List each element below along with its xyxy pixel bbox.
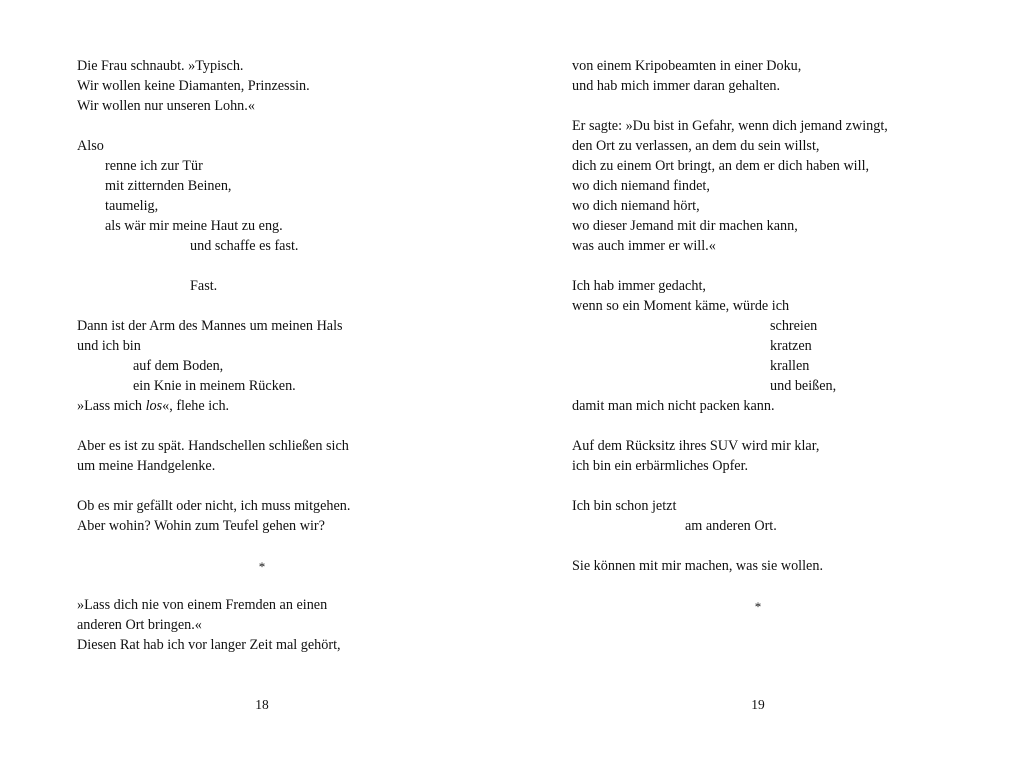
text-line: wo dieser Jemand mit dir machen kann, [572,218,798,234]
text-line: was auch immer er will.« [572,238,716,254]
text-line: auf dem Boden, [133,358,224,374]
text-line: dich zu einem Ort bringt, an dem er dich haben will, [572,158,870,174]
text-line: als wär mir meine Haut zu eng. [105,218,283,234]
text-line: am anderen Ort. [685,518,777,534]
text-line: ein Knie in meinem Rücken. [133,378,296,394]
text-line: von einem Kripobeamten in einer Doku, [572,58,802,74]
text-line: schreien [770,318,818,334]
text-line: ich bin ein erbärmliches Opfer. [572,458,749,474]
text-line: und schaffe es fast. [190,238,299,254]
text-line: wo dich niemand findet, [572,178,710,194]
text-line: wenn so ein Moment käme, würde ich [572,298,790,314]
text-line: wo dich niemand hört, [572,198,700,214]
text-line: krallen [770,358,810,374]
text-line: Er sagte: »Du bist in Gefahr, wenn dich jemand zwingt, [572,118,888,134]
text-line: Fast. [190,278,218,294]
text-line: Aber wohin? Wohin zum Teufel gehen wir? [77,518,325,534]
text-line: Sie können mit mir machen, was sie wollen. [572,558,823,574]
text-line: den Ort zu verlassen, an dem du sein willst, [572,138,820,154]
page-number: 19 [751,697,765,712]
text-line: kratzen [770,338,812,354]
text-line: und beißen, [770,378,837,394]
section-separator: * [754,599,762,614]
text-line: Wir wollen keine Diamanten, Prinzessin. [77,78,310,94]
text-line: Die Frau schnaubt. »Typisch. [77,58,244,74]
page-number: 18 [255,697,269,712]
plea-text-after: «, flehe ich. [162,398,230,414]
text-line: Dann ist der Arm des Mannes um meinen Hals [77,318,343,334]
text-line: Ich hab immer gedacht, [572,278,706,294]
text-line: Ob es mir gefällt oder nicht, ich muss mitgehen. [77,498,351,514]
text-line: Aber es ist zu spät. Handschellen schließen sich [77,438,349,454]
text-line: mit zitternden Beinen, [105,178,232,194]
right-page [510,0,1020,783]
plea-emphasis: los [145,398,163,414]
text-line: taumelig, [105,198,159,214]
section-separator: * [258,559,266,574]
text-line: um meine Handgelenke. [77,458,216,474]
text-line: Wir wollen nur unseren Lohn.« [77,98,255,114]
text-line: »Lass dich nie von einem Fremden an einen [77,597,328,613]
plea-text-before: »Lass mich [77,398,146,414]
text-line: Diesen Rat hab ich vor langer Zeit mal gehört, [77,637,341,653]
plea-line [77,397,229,417]
text-line: und ich bin [77,338,141,354]
text-line: und hab mich immer daran gehalten. [572,78,781,94]
text-line: Auf dem Rücksitz ihres SUV wird mir klar, [572,438,820,454]
text-line: Ich bin schon jetzt [572,498,677,514]
text-line: Also [77,138,104,154]
text-line: renne ich zur Tür [105,158,203,174]
text-line: damit man mich nicht packen kann. [572,398,775,414]
text-line: anderen Ort bringen.« [77,617,202,633]
